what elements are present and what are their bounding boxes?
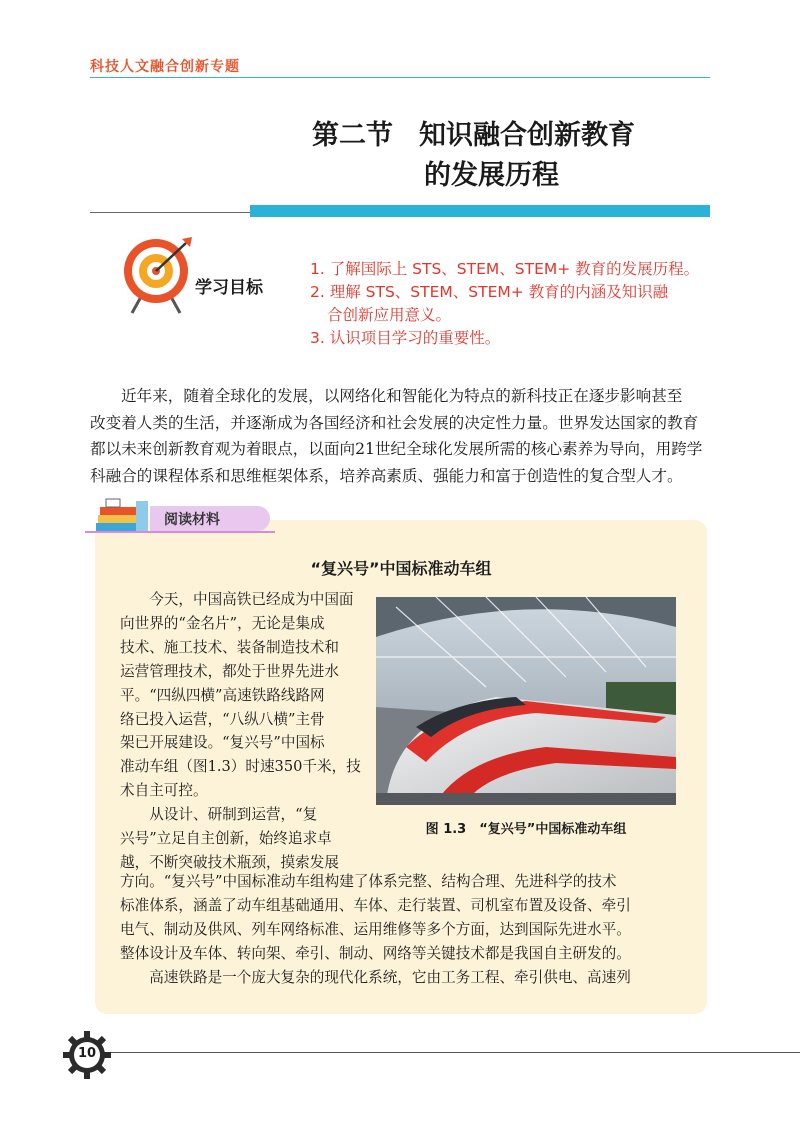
intro-line: 科融合的课程体系和思维框架体系，培养高素质、强能力和富于创造性的复合型人才。 — [90, 466, 683, 485]
intro-paragraph — [90, 383, 710, 489]
reading-line: 平。“四纵四横”高速铁路线路网 — [120, 686, 325, 704]
reading-column-text — [120, 588, 375, 875]
reading-full-text — [120, 870, 690, 990]
reading-line: 术自主可控。 — [120, 782, 208, 800]
title-rule — [90, 212, 250, 213]
reading-line: 方向。“复兴号”中国标准动车组构建了体系完整、结构合理、先进科学的技术 — [120, 873, 617, 890]
section-title-line2: 的发展历程 — [424, 160, 559, 191]
running-head: 科技人文融合创新专题 — [90, 59, 240, 75]
reading-line: 越，不断突破技术瓶颈，摸索发展 — [120, 853, 339, 871]
objective-item: 合创新应用意义。 — [327, 306, 452, 324]
reading-line: 运营管理技术，都处于世界先进水 — [120, 662, 339, 680]
reading-title: “复兴号”中国标准动车组 — [310, 559, 492, 578]
reading-line: 高速铁路是一个庞大复杂的现代化系统，它由工务工程、牵引供电、高速列 — [120, 968, 631, 986]
objective-item: 1. 了解国际上 STS、STEM、STEM+ 教育的发展历程。 — [310, 260, 700, 278]
objectives-list — [310, 258, 710, 350]
reading-line: 电气、制动及供风、列车网络标准、运用维修等多个方面，达到国际先进水平。 — [120, 920, 631, 938]
reading-line: 兴号”立足自主创新，始终追求卓 — [120, 830, 332, 848]
reading-line: 标准体系，涵盖了动车组基础通用、车体、走行装置、司机室布置及设备、牵引 — [120, 896, 631, 914]
header-rule — [90, 77, 710, 78]
section-title-line1 — [312, 113, 635, 152]
reading-tab-label: 阅读材料 — [164, 512, 220, 528]
target-icon — [118, 235, 198, 315]
objective-item: 2. 理解 STS、STEM、STEM+ 教育的内涵及知识融 — [310, 283, 669, 301]
reading-line: 今天，中国高铁已经成为中国面 — [120, 591, 354, 608]
section-number: 第二节 — [312, 120, 393, 151]
intro-line: 都以未来创新教育观为着眼点，以面向21世纪全球化发展所需的核心素养为导向，用跨学 — [90, 440, 703, 458]
books-icon — [92, 495, 154, 535]
reading-line: 架已开展建设。“复兴号”中国标 — [120, 734, 325, 752]
figure-caption: 图 1.3 “复兴号”中国标准动车组 — [425, 822, 627, 837]
reading-line: 整体设计及车体、转向架、牵引、制动、网络等关键技术都是我国自主研发的。 — [120, 944, 631, 962]
intro-line: 近年来，随着全球化的发展，以网络化和智能化为特点的新科技正在逐步影响甚至 — [121, 387, 683, 405]
objective-item: 3. 认识项目学习的重要性。 — [310, 329, 501, 347]
train-photo — [376, 597, 676, 805]
objectives-label: 学习目标 — [195, 278, 263, 298]
reading-line: 技术、施工技术、装备制造技术和 — [120, 638, 339, 656]
page-number: 10 — [77, 1046, 97, 1061]
reading-line: 向世界的“金名片”，无论是集成 — [120, 614, 325, 632]
reading-line: 从设计、研制到运营，“复 — [120, 806, 318, 824]
section-title-text: 知识融合创新教育 — [419, 120, 635, 151]
reading-tab — [150, 506, 270, 531]
reading-line: 准动车组（图1.3）时速350千米，技 — [120, 758, 361, 776]
reading-line: 络已投入运营，“八纵八横”主骨 — [120, 710, 325, 728]
intro-line: 改变着人类的生活，并逐渐成为各国经济和社会发展的决定性力量。世界发达国家的教育 — [90, 413, 699, 432]
footer-rule — [110, 1052, 800, 1053]
title-accent-bar — [250, 205, 710, 217]
